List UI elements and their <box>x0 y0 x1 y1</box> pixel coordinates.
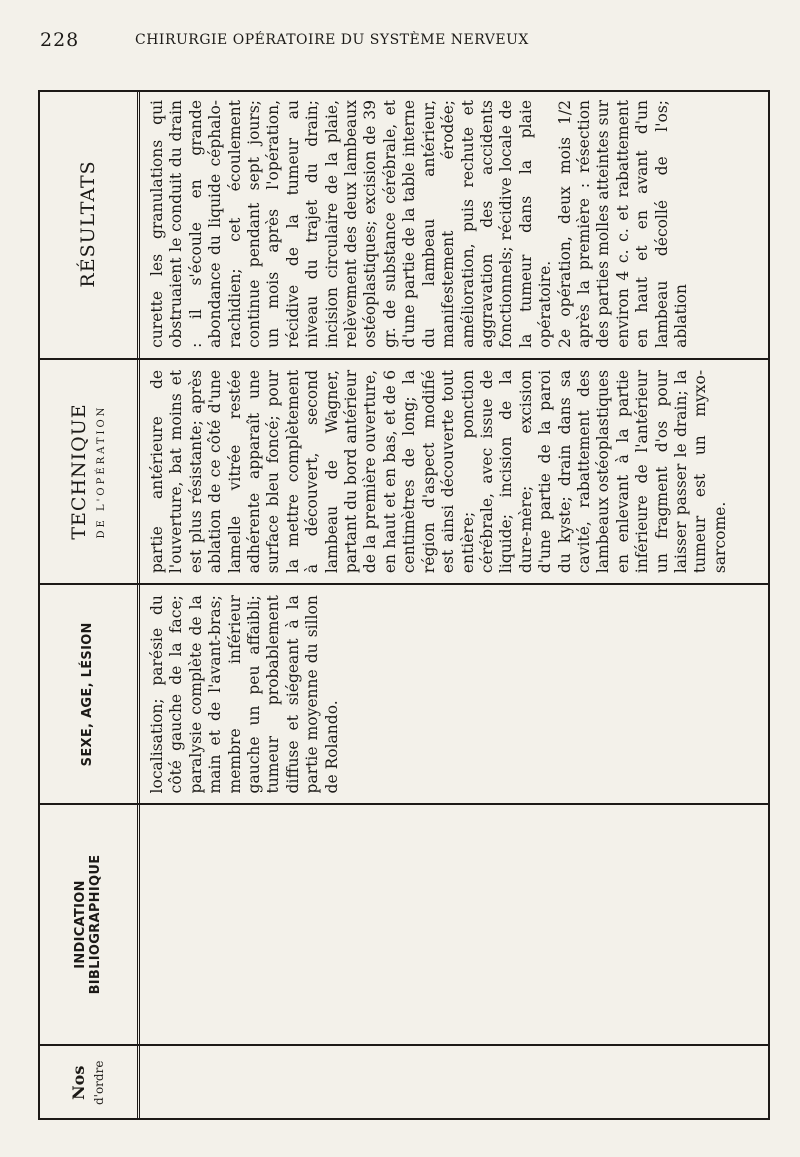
column-results <box>38 90 770 360</box>
column-header-technique <box>38 360 140 583</box>
header-results-label: RÉSULTATS <box>76 160 99 288</box>
column-header-sex-age-lesion <box>38 585 140 803</box>
surgical-cases-table <box>38 90 770 1120</box>
column-reference <box>38 805 770 1045</box>
column-sex-age-lesion <box>38 585 770 805</box>
header-technique-subtitle: DE L'OPÉRATION <box>96 404 107 539</box>
cell-reference <box>140 805 770 1043</box>
header-reference-label: INDICATION BIBLIOGRAPHIQUE <box>72 854 103 995</box>
results-paragraph-1: curette les granulations qui obstruaient le conduit du drain : il s'écoule en grande abondance du liquide céphalo-rachidien; cet écoulement continue pendant sept jours; un mois après l'opération, récidive de la tumeur au niveau du trajet du drain; incision circulaire de la plaie, relèvement des deux lambeaux ostéoplastiques; excision de 39 gr. de substance cérébrale, et d'une partie de la table interne du lambeau antérieur, manifestement érodée; amélioration, puis rechute et aggravation des accidents fonctionnels; récidive locale de la tumeur dans la plaie opératoire. <box>148 99 555 348</box>
column-technique <box>38 360 770 585</box>
column-header-reference <box>38 805 140 1043</box>
cell-results <box>140 90 770 358</box>
rotated-table-content <box>38 90 770 1120</box>
results-paragraph-2: 2e opération, deux mois 1/2 après la première : résection des parties molles atteintes sur environ 4 c. c. et rabattement en haut et en avant d'un lambeau décollé de l'os; ablation <box>555 99 690 348</box>
running-title: CHIRURGIE OPÉRATOIRE DU SYSTÈME NERVEUX <box>135 32 529 48</box>
header-number-main: Nos <box>69 1065 88 1100</box>
header-sex-age-lesion-label: SEXE, AGE, LÉSION <box>80 622 95 767</box>
cell-number <box>140 1046 770 1120</box>
header-number-sub: d'ordre <box>92 1060 106 1106</box>
page-number: 228 <box>40 29 80 51</box>
cell-sex-age-lesion: localisation; parésie du côté gauche de la face; paralysie complète de la main et de l'avant-bras; membre inférieur gauche un peu affaibli; tumeur probablement diffuse et siégeant à la partie moyenne du sillon de Rolando. <box>148 595 341 794</box>
column-header-results <box>38 90 140 358</box>
header-technique-title: TECHNIQUE <box>68 403 90 540</box>
column-number <box>38 1046 770 1120</box>
cell-technique: partie antérieure de l'ouverture, bat moins et est plus résistante; après ablation de ce côté d'une lamelle vitrée restée adhérente apparaît une surface bleu foncé; pour la mettre complètement à découvert, second lambeau de Wagner, partant du bord antérieur de la première ouverture, en haut et en bas, et de 6 centimètres de long; la région d'aspect modifié est ainsi découverte tout entière; ponction cérébrale, avec issue de liquide; incision de la dure-mère; excision d'une partie de la paroi du kyste; drain dans sa cavité, rabattement des lambeaux ostéoplastiques en enlevant à la partie inférieure de l'antérieur un fragment d'os pour laisser passer le drain; la tumeur est un myxo-sarcome. <box>148 369 729 574</box>
column-header-number <box>38 1046 140 1120</box>
